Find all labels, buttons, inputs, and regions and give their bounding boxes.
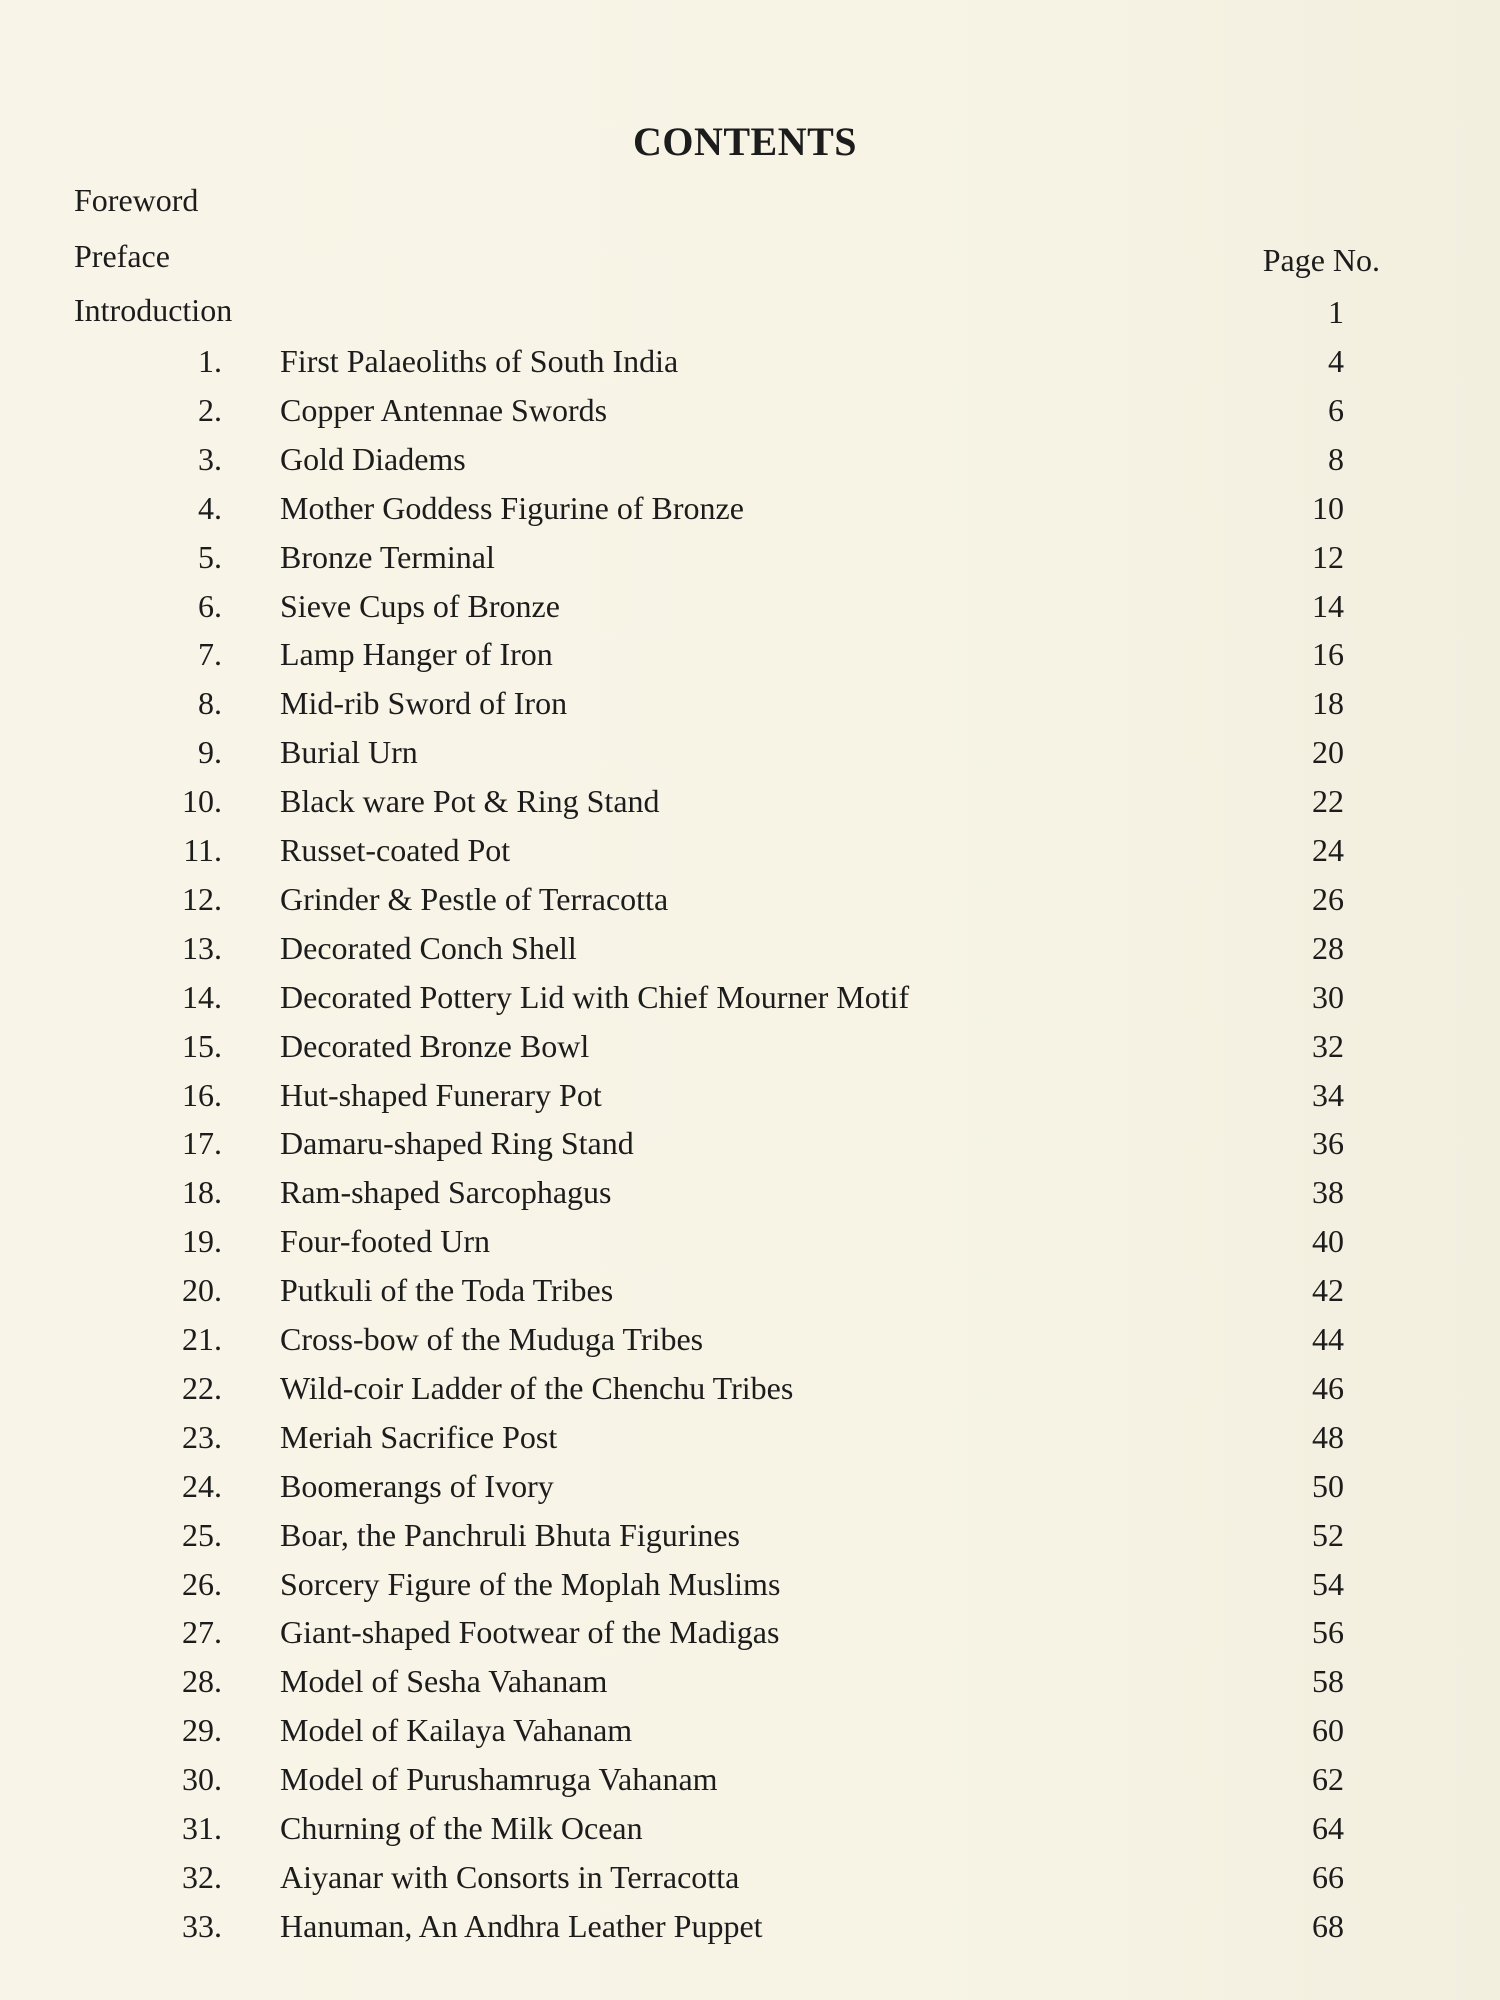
toc-entry: [0, 484, 1500, 533]
toc-entry: [0, 435, 1500, 484]
toc-entry: [0, 1560, 1500, 1609]
toc-entry: [0, 728, 1500, 777]
toc-entry-page: 64: [1312, 1810, 1344, 1846]
toc-entry-number: 1.: [198, 343, 222, 379]
toc-entry: [0, 924, 1500, 973]
toc-entry: [0, 1071, 1500, 1120]
toc-entry-page: 56: [1312, 1614, 1344, 1650]
toc-entry-page: 6: [1328, 392, 1344, 428]
toc-entry-page: 40: [1312, 1223, 1344, 1259]
toc-entry: [0, 679, 1500, 728]
toc-entry: [0, 1902, 1500, 1951]
page-title: CONTENTS: [632, 119, 858, 164]
toc-entry-number: 30.: [182, 1761, 222, 1797]
toc-entry-page: 68: [1312, 1908, 1344, 1944]
toc-entry-number: 10.: [182, 783, 222, 819]
toc-entry-title: Boar, the Panchruli Bhuta Figurines: [280, 1517, 740, 1553]
foreword-entry: Foreword: [74, 182, 199, 218]
toc-entry: [0, 1511, 1500, 1560]
toc-entry: [0, 1755, 1500, 1804]
toc-entry-page: 48: [1312, 1419, 1344, 1455]
toc-entry-page: 32: [1312, 1028, 1344, 1064]
toc-entry: [0, 777, 1500, 826]
toc-entry: [0, 1657, 1500, 1706]
toc-entry-page: 22: [1312, 783, 1344, 819]
toc-entry-title: Ram-shaped Sarcophagus: [280, 1174, 612, 1210]
toc-entry-title: Bronze Terminal: [280, 539, 495, 575]
toc-entry-title: Decorated Conch Shell: [280, 930, 577, 966]
toc-entry-number: 17.: [182, 1125, 222, 1161]
toc-entry: [0, 1315, 1500, 1364]
toc-entry-page: 26: [1312, 881, 1344, 917]
toc-entry: [0, 1022, 1500, 1071]
toc-entry-page: 4: [1328, 343, 1344, 379]
toc-entry-page: 8: [1328, 441, 1344, 477]
page-number-header: Page No.: [1262, 242, 1380, 278]
toc-entry-title: Mother Goddess Figurine of Bronze: [280, 490, 744, 526]
toc-entry-number: 12.: [182, 881, 222, 917]
toc-entry: [0, 1608, 1500, 1657]
introduction-page-row: [0, 288, 1500, 337]
toc-entry: [0, 1266, 1500, 1315]
toc-entry-number: 11.: [183, 832, 222, 868]
toc-entry-title: Copper Antennae Swords: [280, 392, 608, 428]
toc-entry-number: 28.: [182, 1663, 222, 1699]
toc-entry: [0, 1706, 1500, 1755]
toc-entry-title: Damaru-shaped Ring Stand: [280, 1125, 634, 1161]
toc-entry-number: 8.: [198, 685, 222, 721]
toc-entry: [0, 337, 1500, 386]
toc-entry: [0, 1462, 1500, 1511]
introduction-page-number: 1: [1328, 294, 1344, 330]
toc-entry: [0, 1413, 1500, 1462]
toc-entry-page: 10: [1312, 490, 1344, 526]
toc-entry: [0, 1804, 1500, 1853]
toc-entry: [0, 582, 1500, 631]
toc-entry-title: Giant-shaped Footwear of the Madigas: [280, 1614, 780, 1650]
toc-entry-number: 13.: [182, 930, 222, 966]
toc-entry-number: 27.: [182, 1614, 222, 1650]
toc-entry-title: Burial Urn: [280, 734, 418, 770]
toc-entry-number: 6.: [198, 588, 222, 624]
toc-entry-page: 38: [1312, 1174, 1344, 1210]
toc-entry-number: 24.: [182, 1468, 222, 1504]
toc-entry-number: 15.: [182, 1028, 222, 1064]
toc-entry-number: 3.: [198, 441, 222, 477]
toc-entry-title: First Palaeoliths of South India: [280, 343, 679, 379]
toc-entry-page: 50: [1312, 1468, 1344, 1504]
toc-entry-number: 22.: [182, 1370, 222, 1406]
toc-entry: [0, 875, 1500, 924]
toc-entry-page: 58: [1312, 1663, 1344, 1699]
toc-entry-number: 9.: [198, 734, 222, 770]
toc-entry-number: 33.: [182, 1908, 222, 1944]
toc-entry-page: 52: [1312, 1517, 1344, 1553]
toc-entry-title: Hanuman, An Andhra Leather Puppet: [280, 1908, 763, 1944]
toc-entry-title: Aiyanar with Consorts in Terracotta: [280, 1859, 740, 1895]
toc-entry-number: 29.: [182, 1712, 222, 1748]
toc-entry-number: 31.: [182, 1810, 222, 1846]
toc-entry-title: Model of Kailaya Vahanam: [280, 1712, 633, 1748]
toc-entry-number: 25.: [182, 1517, 222, 1553]
toc-entry: [0, 1217, 1500, 1266]
toc-entry-number: 14.: [182, 979, 222, 1015]
toc-entry-number: 21.: [182, 1321, 222, 1357]
toc-entry-number: 26.: [182, 1566, 222, 1602]
toc-entry-page: 30: [1312, 979, 1344, 1015]
toc-entry: [0, 1853, 1500, 1902]
toc-entry-page: 28: [1312, 930, 1344, 966]
toc-entry: [0, 1119, 1500, 1168]
toc-entry-title: Churning of the Milk Ocean: [280, 1810, 643, 1846]
toc-entry-number: 20.: [182, 1272, 222, 1308]
toc-entry-title: Grinder & Pestle of Terracotta: [280, 881, 669, 917]
toc-entry-number: 32.: [182, 1859, 222, 1895]
toc-entry-page: 60: [1312, 1712, 1344, 1748]
toc-entry-title: Wild-coir Ladder of the Chenchu Tribes: [280, 1370, 794, 1406]
toc-entry-title: Model of Purushamruga Vahanam: [280, 1761, 718, 1797]
toc-entry-page: 18: [1312, 685, 1344, 721]
toc-entry-title: Hut-shaped Funerary Pot: [280, 1077, 602, 1113]
toc-entry-number: 7.: [198, 636, 222, 672]
toc-entry-title: Cross-bow of the Muduga Tribes: [280, 1321, 704, 1357]
toc-entry-title: Mid-rib Sword of Iron: [280, 685, 568, 721]
toc-entry: [0, 1364, 1500, 1413]
toc-entry-page: 16: [1312, 636, 1344, 672]
toc-entry-page: 54: [1312, 1566, 1344, 1602]
toc-entry-page: 62: [1312, 1761, 1344, 1797]
toc-entry-page: 42: [1312, 1272, 1344, 1308]
toc-entry-number: 5.: [198, 539, 222, 575]
toc-entry: [0, 533, 1500, 582]
toc-entry: [0, 826, 1500, 875]
toc-entry-page: 14: [1312, 588, 1344, 624]
toc-entry: [0, 386, 1500, 435]
toc-entry-title: Four-footed Urn: [280, 1223, 490, 1259]
toc-entry-number: 19.: [182, 1223, 222, 1259]
toc-entry-page: 34: [1312, 1077, 1344, 1113]
toc-entry-title: Meriah Sacrifice Post: [280, 1419, 558, 1455]
toc-entry-number: 2.: [198, 392, 222, 428]
preface-entry: Preface: [74, 238, 170, 274]
toc-entry-title: Gold Diadems: [280, 441, 466, 477]
toc-entry-number: 18.: [182, 1174, 222, 1210]
toc-entry: [0, 630, 1500, 679]
toc-entry-title: Sieve Cups of Bronze: [280, 588, 560, 624]
toc-entry-number: 4.: [198, 490, 222, 526]
toc-entry-title: Decorated Bronze Bowl: [280, 1028, 590, 1064]
toc-entry-title: Sorcery Figure of the Moplah Muslims: [280, 1566, 781, 1602]
toc-entry-page: 36: [1312, 1125, 1344, 1161]
toc-entry-page: 12: [1312, 539, 1344, 575]
toc-entry-title: Decorated Pottery Lid with Chief Mourner Motif: [280, 979, 910, 1015]
toc-entry-page: 46: [1312, 1370, 1344, 1406]
toc-entry: [0, 973, 1500, 1022]
toc-entry: [0, 1168, 1500, 1217]
toc-entry-number: 23.: [182, 1419, 222, 1455]
toc-entry-number: 16.: [182, 1077, 222, 1113]
toc-entry-title: Boomerangs of Ivory: [280, 1468, 554, 1504]
toc-entry-title: Model of Sesha Vahanam: [280, 1663, 608, 1699]
toc-entry-title: Lamp Hanger of Iron: [280, 636, 553, 672]
toc-entry-title: Putkuli of the Toda Tribes: [280, 1272, 614, 1308]
toc-entry-page: 20: [1312, 734, 1344, 770]
toc-entry-page: 44: [1312, 1321, 1344, 1357]
toc-entry-page: 66: [1312, 1859, 1344, 1895]
toc-entry-title: Russet-coated Pot: [280, 832, 511, 868]
introduction-entry: Introduction: [74, 292, 233, 328]
toc-entry-title: Black ware Pot & Ring Stand: [280, 783, 660, 819]
toc-entry-page: 24: [1312, 832, 1344, 868]
